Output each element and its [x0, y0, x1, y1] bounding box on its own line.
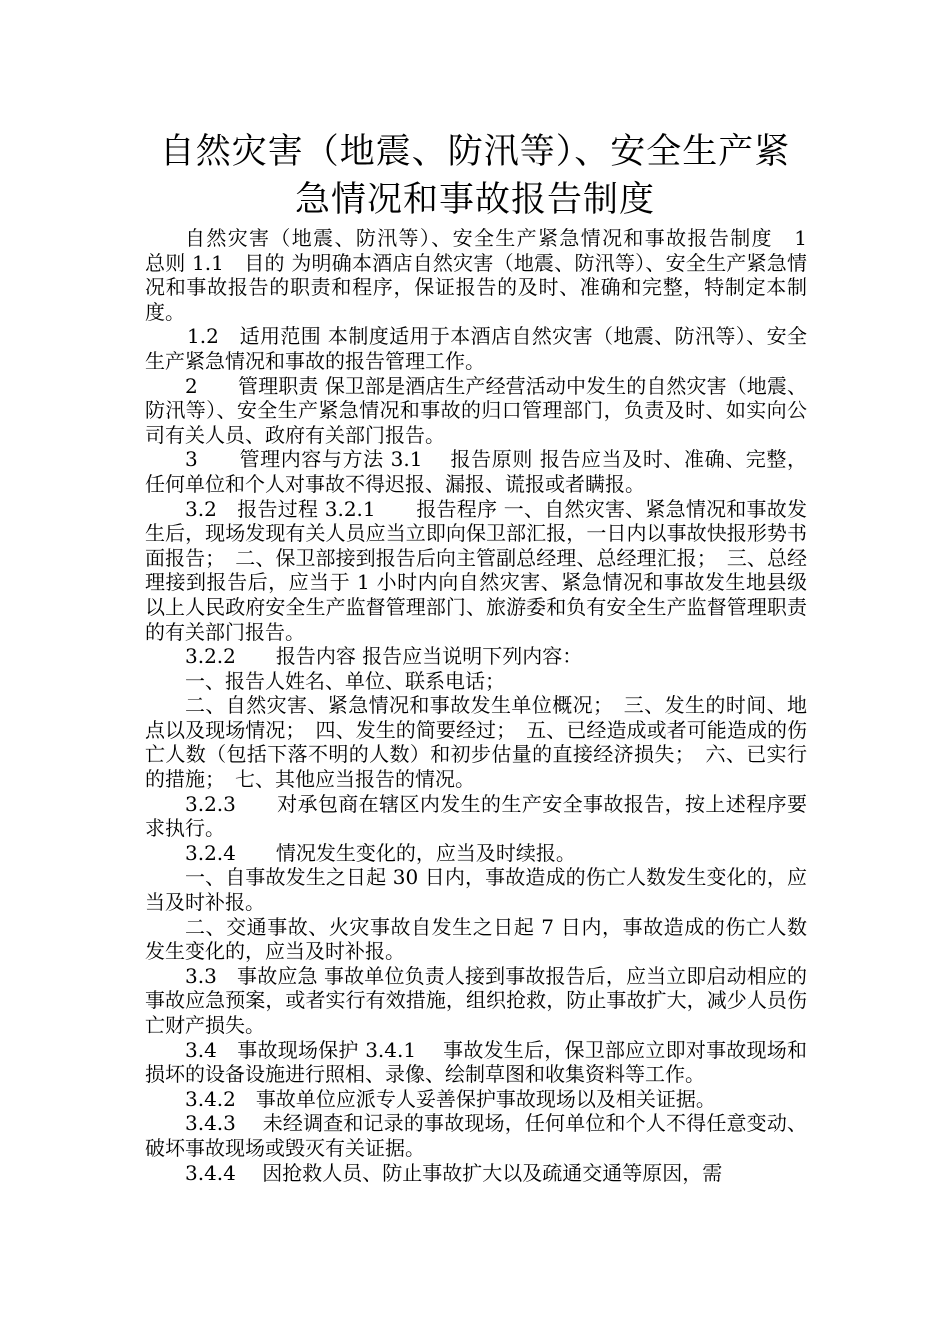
document-title-line-2: 急情况和事故报告制度: [294, 180, 655, 220]
paragraph-contractor: 3.2.3 对承包商在辖区内发生的生产安全事故报告，按上述程序要求执行。: [145, 791, 807, 841]
paragraph-scope: 1.2 适用范围 本制度适用于本酒店自然灾害（地震、防汛等）、安全生产紧急情况和事故的报告管理工作。: [145, 324, 807, 373]
paragraph-emergency: 3.3 事故应急 事故单位负责人接到事故报告后，应当立即启动相应的事故应急预案，或者实行有效措施，组织抢救，防止事故扩大，减少人员伤亡财产损失。: [145, 963, 807, 1037]
paragraph-intro: 自然灾害（地震、防汛等）、安全生产紧急情况和事故报告制度 1 总则 1.1 目的 为明确本酒店自然灾害（地震、防汛等）、安全生产紧急情况和事故报告的职责和程序，保证报告的及时、准确和完整，特制定本制度。: [145, 226, 847, 324]
document-body: [145, 226, 847, 1185]
paragraph-content-items: 二、自然灾害、紧急情况和事故发生单位概况； 三、发生的时间、地点以及现场情况； 四、发生的简要经过； 五、已经造成或者可能造成的伤亡人数（包括下落不明的人数）和初步估量的直接经济损失； 六、已实行的措施； 七、其他应当报告的情况。: [145, 693, 807, 792]
paragraph-follow-up-2: 二、交通事故、火灾事故自发生之日起 7 日内，事故造成的伤亡人数发生变化的，应当及时补报。: [145, 914, 807, 964]
paragraph-scene-protection: 3.4 事故现场保护 3.4.1 事故发生后，保卫部应立即对事故现场和损坏的设备设施进行照相、录像、绘制草图和收集资料等工作。: [145, 1037, 807, 1087]
paragraph-content-heading: 3.2.2 报告内容 报告应当说明下列内容：: [185, 644, 583, 669]
paragraph-content-item-1: 一、报告人姓名、单位、联系电话；: [185, 668, 505, 693]
paragraph-rescue: 3.4.4 因抢救人员、防止事故扩大以及疏通交通等原因，需: [185, 1160, 723, 1185]
document-title-line-1: 自然灾害（地震、防汛等）、安全生产紧: [159, 132, 791, 172]
paragraph-procedure: 3.2 报告过程 3.2.1 报告程序 一、自然灾害、紧急情况和事故发生后，现场发现有关人员应当立即向保卫部汇报，一日内以事故快报形势书面报告； 二、保卫部接到报告后向主管副总经理、总经理汇报； 三、总经理接到报告后，应当于 1 小时内向自然灾害、紧急情况和事故发生地县级以上人民政府安全生产监督管理部门、旅游委和负有安全生产监督管理职责的有关部门报告。: [145, 496, 807, 644]
paragraph-no-alteration: 3.4.3 未经调查和记录的事故现场，任何单位和个人不得任意变动、破坏事故现场或毁灭有关证据。: [145, 1111, 807, 1160]
paragraph-responsibility: 2 管理职责 保卫部是酒店生产经营活动中发生的自然灾害（地震、防汛等）、安全生产紧急情况和事故的归口管理部门，负责及时、如实向公司有关人员、政府有关部门报告。: [145, 373, 807, 447]
paragraph-follow-up: 3.2.4 情况发生变化的，应当及时续报。: [185, 840, 576, 865]
paragraph-principle: 3 管理内容与方法 3.1 报告原则 报告应当及时、准确、完整，任何单位和个人对事故不得迟报、漏报、谎报或者瞒报。: [145, 447, 807, 496]
paragraph-evidence: 3.4.2 事故单位应派专人妥善保护事故现场以及相关证据。: [185, 1086, 716, 1111]
paragraph-follow-up-1: 一、自事故发生之日起 30 日内，事故造成的伤亡人数发生变化的，应当及时补报。: [145, 865, 807, 915]
